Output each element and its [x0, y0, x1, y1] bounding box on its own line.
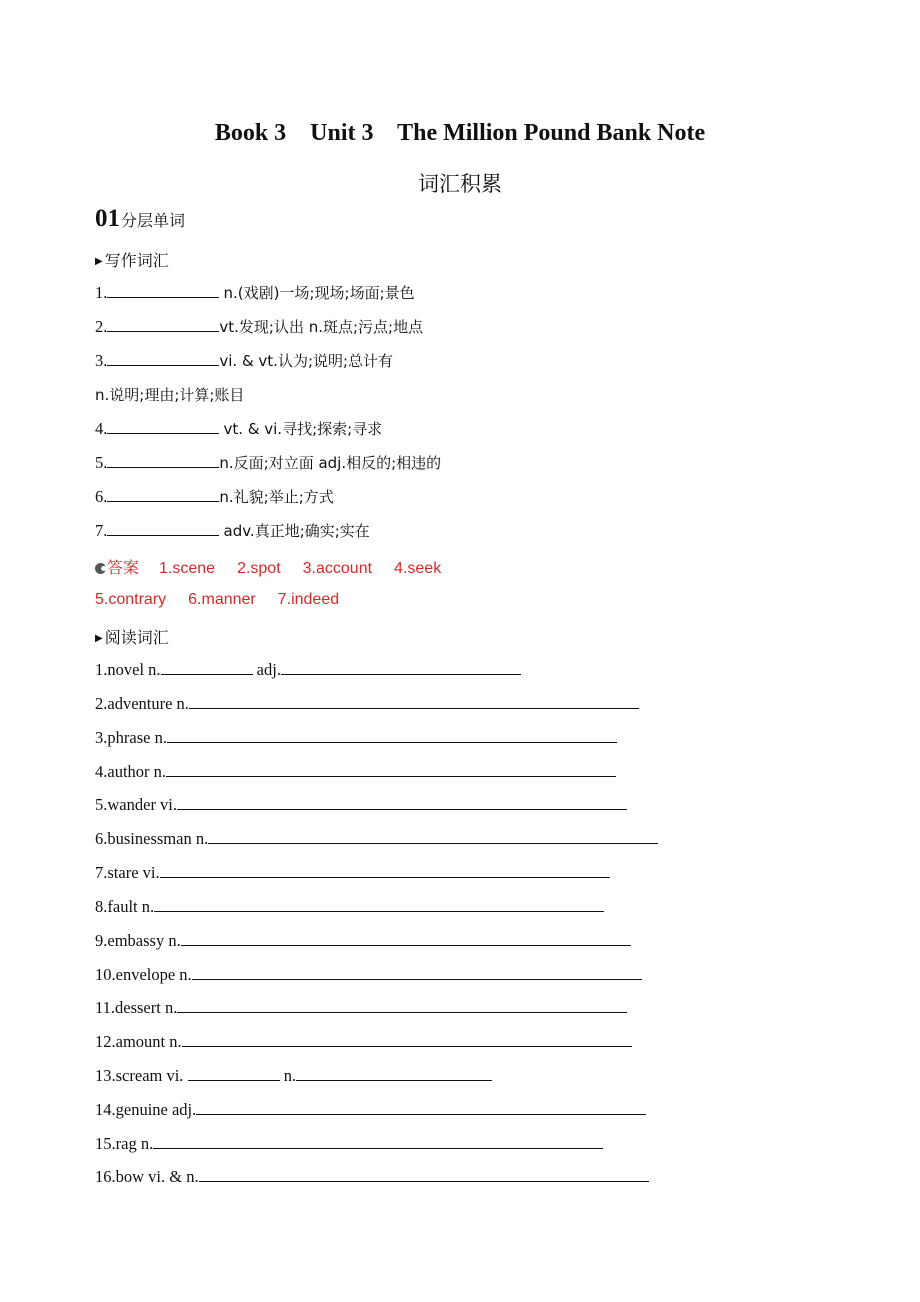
- reading-item: [95, 964, 642, 986]
- item-term: 7.stare vi.: [95, 863, 160, 882]
- answer-item: 4.seek: [394, 560, 442, 577]
- reading-item: [95, 997, 627, 1019]
- answer-blank[interactable]: [154, 896, 604, 912]
- writing-item: [95, 418, 382, 440]
- item-number: 3.: [95, 351, 108, 370]
- writing-item: [95, 520, 370, 542]
- answer-item: 7.indeed: [277, 591, 340, 608]
- answer-blank[interactable]: [153, 1133, 603, 1149]
- reading-item: [95, 930, 631, 952]
- item-term: 4.author n.: [95, 762, 167, 781]
- answer-blank[interactable]: [188, 1065, 280, 1081]
- answer-item: 1.scene: [159, 560, 216, 577]
- answer-row: [95, 591, 361, 609]
- answer-blank[interactable]: [107, 418, 219, 434]
- reading-item: [95, 1166, 649, 1188]
- answer-blank[interactable]: [181, 930, 631, 946]
- writing-item-continued: [95, 384, 244, 406]
- answer-blank[interactable]: [107, 316, 219, 332]
- answer-blank[interactable]: [208, 828, 658, 844]
- answer-item: 6.manner: [188, 591, 256, 608]
- item-definition: vt. & vi.寻找;探索;寻求: [223, 420, 383, 438]
- answer-blank[interactable]: [107, 520, 219, 536]
- answer-item: 2.spot: [237, 560, 281, 577]
- item-definition: n.说明;理由;计算;账目: [95, 386, 245, 404]
- item-term: 2.adventure n.: [95, 694, 189, 713]
- item-term: 16.bow vi. & n.: [95, 1167, 199, 1186]
- page-subtitle: 词汇积累: [418, 172, 502, 196]
- item-definition: n.反面;对立面 adj.相反的;相违的: [219, 454, 442, 472]
- item-term: 12.amount n.: [95, 1032, 182, 1051]
- answer-blank[interactable]: [161, 659, 253, 675]
- answer-label: 答案: [107, 558, 140, 577]
- reading-item: [95, 794, 627, 816]
- item-term: 10.envelope n.: [95, 965, 192, 984]
- item-term: 13.scream vi.: [95, 1066, 184, 1085]
- item-number: 4.: [95, 419, 108, 438]
- item-term: 9.embassy n.: [95, 931, 181, 950]
- answer-blank[interactable]: [177, 794, 627, 810]
- answer-blank[interactable]: [166, 761, 616, 777]
- answer-icon: [95, 563, 106, 574]
- answer-blank[interactable]: [192, 964, 642, 980]
- item-term: 5.wander vi.: [95, 795, 178, 814]
- answer-blank[interactable]: [177, 997, 627, 1013]
- item-definition: vt.发现;认出 n.斑点;污点;地点: [219, 318, 424, 336]
- item-number: 6.: [95, 487, 108, 506]
- answer-blank[interactable]: [182, 1031, 632, 1047]
- answer-blank[interactable]: [107, 350, 219, 366]
- answer-blank[interactable]: [296, 1065, 492, 1081]
- item-number: 5.: [95, 453, 108, 472]
- item-number: 1.: [95, 283, 108, 302]
- reading-heading-text: 阅读词汇: [104, 628, 169, 647]
- section-label: 分层单词: [121, 211, 186, 230]
- reading-item: [95, 862, 610, 884]
- item-definition: n.(戏剧)一场;现场;场面;景色: [223, 284, 415, 302]
- answer-blank[interactable]: [167, 727, 617, 743]
- reading-heading: [95, 625, 169, 648]
- reading-item: [95, 1099, 646, 1121]
- writing-item: [95, 316, 423, 338]
- item-number: 2.: [95, 317, 108, 336]
- item-term: 8.fault n.: [95, 897, 155, 916]
- writing-heading: [95, 248, 169, 271]
- reading-item: [95, 761, 616, 783]
- reading-item: [95, 659, 521, 681]
- page-title: Book 3 Unit 3 The Million Pound Bank Note: [214, 120, 706, 146]
- answer-blank[interactable]: [281, 659, 521, 675]
- answer-item: 5.contrary: [95, 591, 167, 608]
- item-term-2: n.: [283, 1066, 297, 1085]
- reading-item: [95, 727, 617, 749]
- item-term: 11.dessert n.: [95, 998, 178, 1017]
- answer-blank[interactable]: [107, 486, 219, 502]
- section-header: [95, 205, 185, 233]
- item-definition: adv.真正地;确实;实在: [223, 522, 370, 540]
- reading-item: [95, 693, 639, 715]
- answer-blank[interactable]: [199, 1166, 649, 1182]
- answer-blank[interactable]: [107, 282, 219, 298]
- answer-blank[interactable]: [189, 693, 639, 709]
- reading-item: [95, 828, 658, 850]
- item-definition: vi. & vt.认为;说明;总计有: [219, 352, 394, 370]
- answer-row: [95, 555, 463, 578]
- writing-item: [95, 282, 415, 304]
- item-term: 1.novel n.: [95, 660, 161, 679]
- answer-blank[interactable]: [107, 452, 219, 468]
- answer-item: 3.account: [302, 560, 373, 577]
- reading-item: [95, 1133, 603, 1155]
- item-term: 3.phrase n.: [95, 728, 167, 747]
- answer-blank[interactable]: [160, 862, 610, 878]
- reading-item: [95, 1065, 492, 1087]
- answer-blank[interactable]: [196, 1099, 646, 1115]
- writing-heading-text: 写作词汇: [104, 251, 169, 270]
- item-number: 7.: [95, 521, 108, 540]
- item-definition: n.礼貌;举止;方式: [219, 488, 334, 506]
- item-term-2: adj.: [256, 660, 281, 679]
- reading-item: [95, 896, 604, 918]
- item-term: 14.genuine adj.: [95, 1100, 197, 1119]
- reading-item: [95, 1031, 632, 1053]
- item-term: 15.rag n.: [95, 1134, 154, 1153]
- writing-item: [95, 486, 334, 508]
- writing-item: [95, 350, 393, 372]
- section-number: 01: [95, 205, 120, 232]
- item-term: 6.businessman n.: [95, 829, 209, 848]
- triangle-bullet-icon: ▶: [95, 256, 103, 267]
- triangle-bullet-icon: ▶: [95, 633, 103, 644]
- writing-item: [95, 452, 441, 474]
